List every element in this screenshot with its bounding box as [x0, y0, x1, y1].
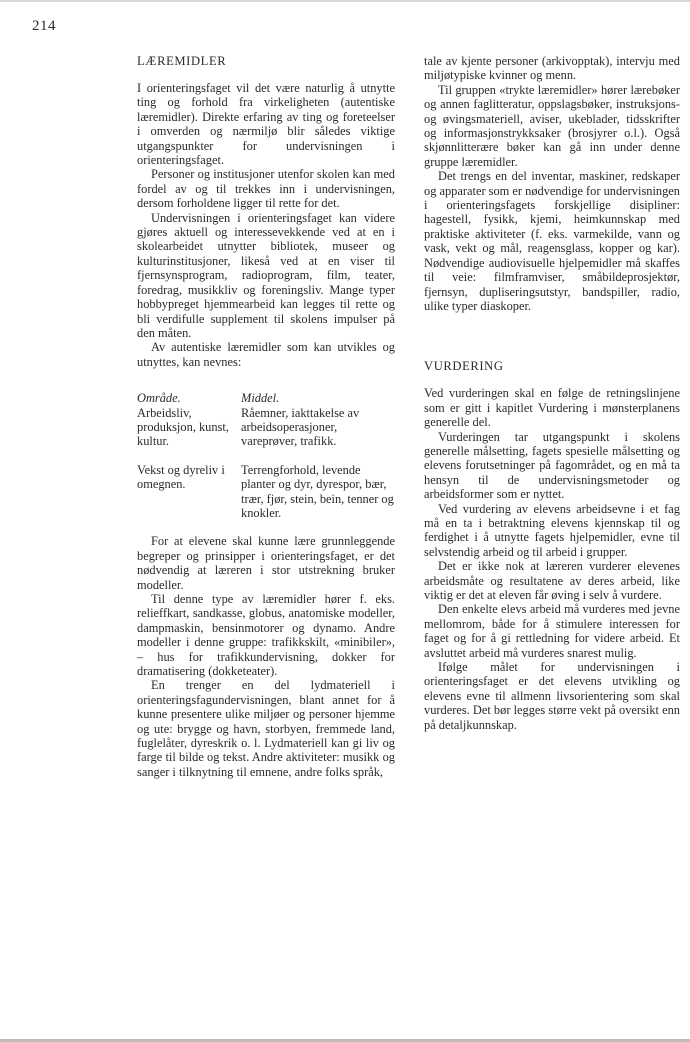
table-cell-area: Vekst og dyreliv i omegnen.	[137, 462, 225, 492]
paragraph: Vurderingen tar utgangspunkt i skolens generelle målsetting, fagets spesielle målsetting og elevens forutsetninger på fagområdet, og en må ta hensyn til de undervisningsmetoder og arbeidsformer som er nyttet.	[424, 429, 680, 502]
means-table	[137, 391, 395, 534]
paragraph: Det trengs en del inventar, maskiner, redskaper og apparater som er nødvendige for undervisningen i orienteringsfagets forskjellige disipliner: hagestell, fysikk, kjemi, heimkunnskap med praktiske aktiviteter (f. eks. varmekilde, vann og vask, vekt og mål, reagensglass, kopper og kar). Nødvendige audiovisuelle hjelpemidler må skaffes til veie: filmframviser, småbildeprosjektør, fjernsyn, dupliseringsutstyr, bandspiller, radio, ulike typer diaskoper.	[424, 169, 680, 313]
section-heading-laeremidler: LÆREMIDLER	[137, 54, 227, 68]
top-edge-rule	[0, 0, 690, 2]
paragraph: Undervisningen i orienteringsfaget kan videre gjøres aktuell og interessevekkende ved at en i skolearbeidet utnytter bibliotek, museer og kulturinstitusjoner, likeså ved at en viser til fjernsynsprogram, radioprogram, film, teater, foredrag, musikkliv og foreningsliv. Mange typer hobbypreget hjemmearbeid kan legges til rette og bli verdifulle supplement til skolens impulser på den måten.	[137, 210, 395, 340]
table-cell-means: Terrengforhold, levende planter og dyr, dyrespor, bær, trær, fjør, stein, bein, tenner og knokler.	[241, 462, 394, 520]
paragraph: I orienteringsfaget vil det være naturlig å utnytte ting og forhold fra virkeligheten (autentiske læremidler). Direkte erfaring av ting og foreteelser i omverden og nærmiljø blir således viktige utgangspunkter for undervisningen i orienteringsfaget.	[137, 81, 395, 168]
paragraph: Ved vurdering av elevens arbeidsevne i et fag må en ta i betraktning elevens kjennskap til og ferdighet i å utnytte fagets hjelpemidler, evne til selvstendig arbeid og til arbeid i grupper.	[424, 501, 680, 559]
page-number: 214	[32, 18, 56, 34]
paragraph: Personer og institusjoner utenfor skolen kan med fordel av og til trekkes inn i undervisningen, dersom forholdene ligger til rette for det.	[137, 167, 395, 211]
section-gap	[424, 313, 680, 359]
paragraph: Den enkelte elevs arbeid må vurderes med jevne mellomrom, både for å stimulere interessen for faget og for å gi rettledning for videre arbeid. Et avsluttet arbeid må vurderes snarest mulig.	[424, 602, 680, 660]
paragraph: En trenger en del lydmateriell i orienteringsfagundervisningen, blant annet for å kunne presentere ulike miljøer og personer hjemme og ute: brygge og havn, storbyen, fremmede land, fuglelåter, dyreskrik o. l. Lydmateriell kan gi liv og farge til bilde og tekst. Andre aktiviteter: musikk og sanger i tilknytning til emnene, andre folks språk,	[137, 678, 395, 779]
right-column	[424, 54, 680, 732]
paragraph: Av autentiske læremidler som kan utvikles og utnyttes, kan nevnes:	[137, 340, 395, 369]
left-column	[137, 54, 395, 779]
paragraph: For at elevene skal kunne lære grunnleggende begreper og prinsipper i orienteringsfaget, er det nødvendig at læreren i stor utstrekning bruker modeller.	[137, 534, 395, 592]
table-cell-area: Arbeidsliv, produksjon, kunst, kultur.	[137, 405, 229, 449]
paragraph: Til gruppen «trykte læremidler» hører lærebøker og annen faglitteratur, oppslagsbøker, instruksjons- og øvingsmateriell, aviser, ukeblader, tidsskrifter og informasjonstrykksaker (brosjyrer o.l.). Også skjønnlitterære bøker kan gå inn under denne gruppe læremidler.	[424, 82, 680, 169]
paragraph: Ved vurderingen skal en følge de retningslinjene som er gitt i kapitlet Vurdering i mønsterplanens generelle del.	[424, 386, 680, 430]
paragraph: Det er ikke nok at læreren vurderer elevenes arbeidsmåte og resultatene av deres arbeid, like viktig er det at eleven får øving i selv å vurdere.	[424, 559, 680, 602]
paragraph: Til denne type av læremidler hører f. eks. relieffkart, sandkasse, globus, anatomiske modeller, dampmaskin, bensinmotorer og dynamo. Andre modeller i denne gruppe: trafikkskilt, «minibiler», – hus for trafikkundervisning, dokker for dramatisering (dokketeater).	[137, 592, 395, 679]
table-header-means: Middel.	[241, 391, 280, 406]
paragraph: Ifølge målet for undervisningen i orienteringsfaget er det elevens utvikling og elevens evne til allmenn livsorientering som skal vurderes. Det bør legges større vekt på oversikt enn på detaljkunnskap.	[424, 660, 680, 732]
table-header-area: Område.	[137, 391, 181, 406]
section-heading-vurdering: VURDERING	[424, 359, 504, 374]
paragraph: tale av kjente personer (arkivopptak), intervju med miljøtypiske kvinner og menn.	[424, 54, 680, 83]
table-cell-means: Råemner, iakttakelse av arbeidsoperasjoner, vareprøver, trafikk.	[241, 405, 360, 449]
